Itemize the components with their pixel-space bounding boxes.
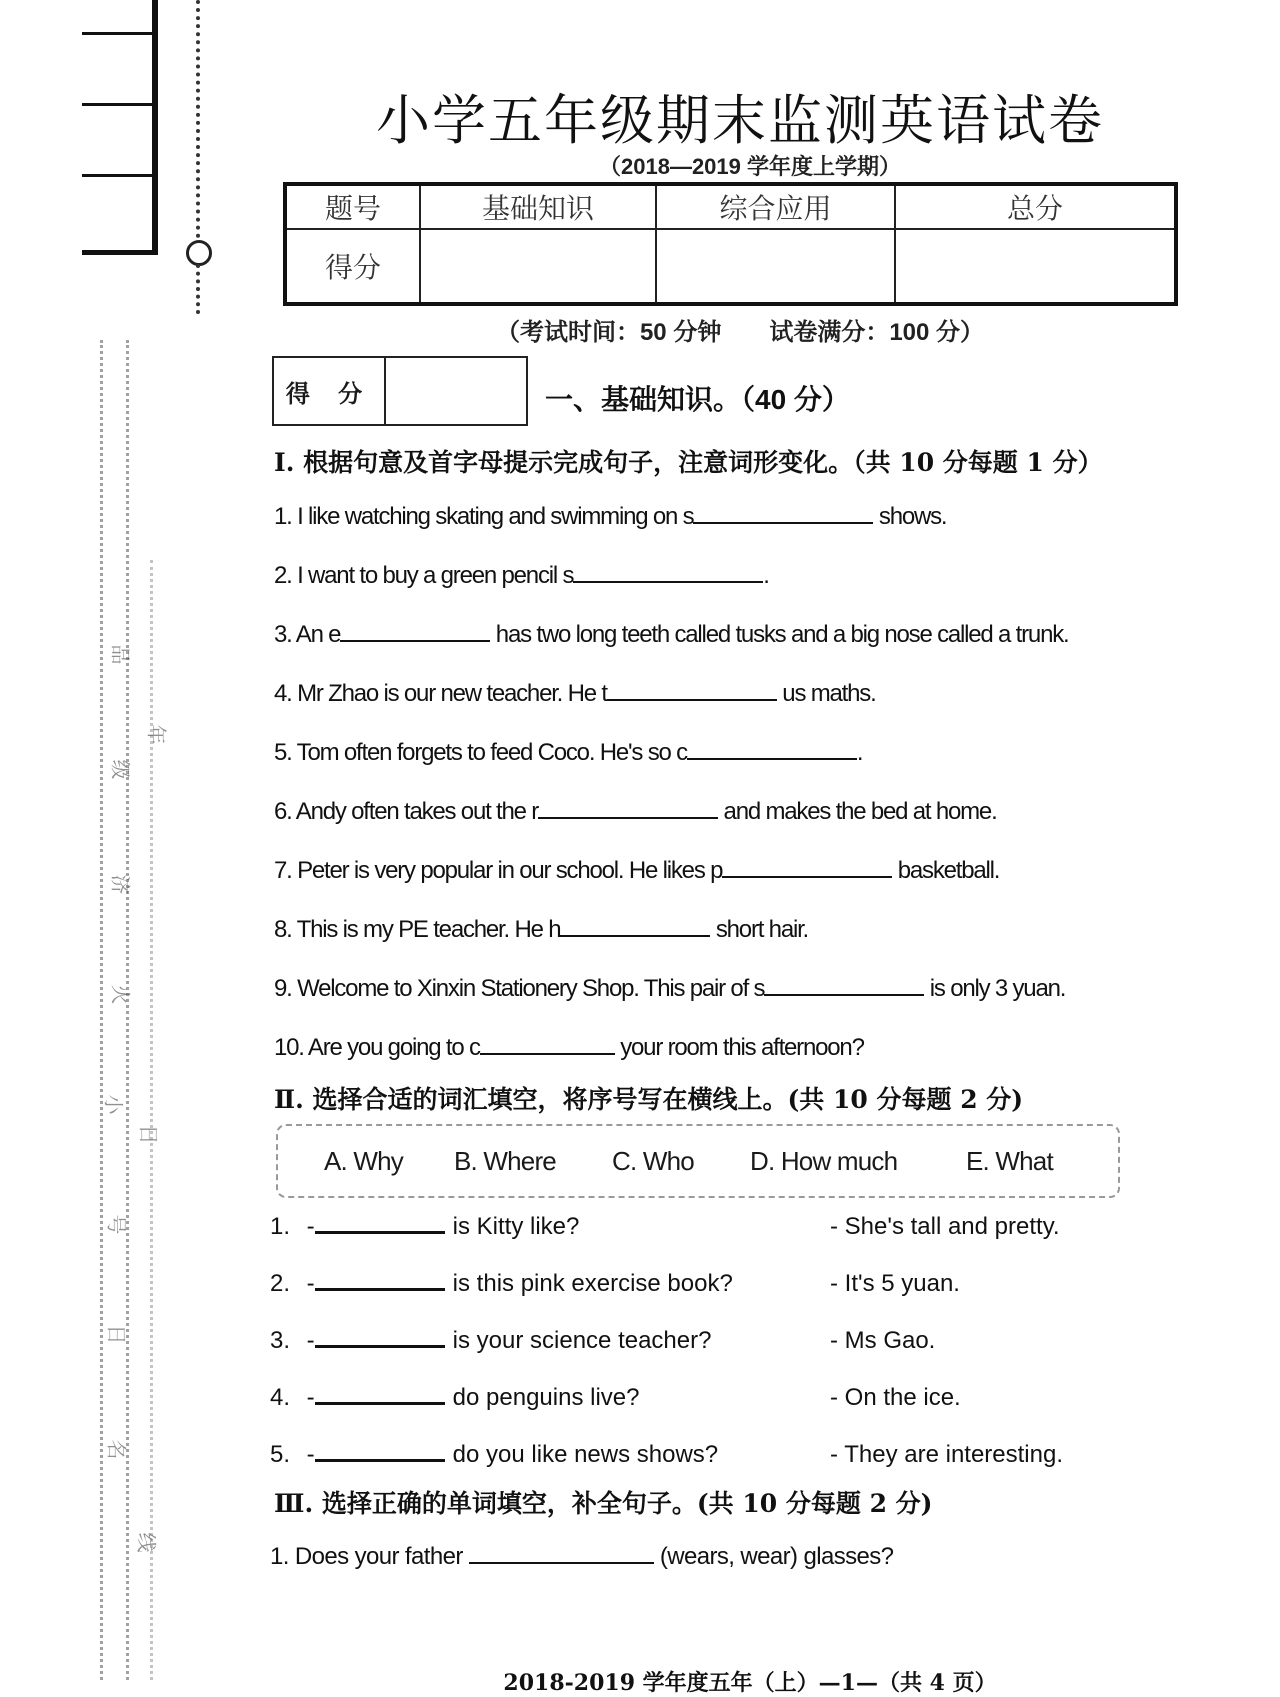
answer-blank[interactable] xyxy=(340,620,490,642)
question-text: 7. Peter is very popular in our school. He likes p xyxy=(274,857,723,884)
fill-question xyxy=(274,620,1069,649)
question-text: 1. Does your father xyxy=(270,1543,469,1570)
question-text: 9. Welcome to Xinxin Stationery Shop. This pair of s xyxy=(274,975,765,1002)
binding-margin-glyph: 名 xyxy=(104,1439,129,1460)
question-text: has two long teeth called tusks and a big nose called a trunk. xyxy=(490,621,1069,648)
section-score-value[interactable] xyxy=(386,358,526,424)
question-text: 4. Mr Zhao is our new teacher. He t xyxy=(274,680,607,707)
question-text: us maths. xyxy=(776,680,876,707)
answer-blank[interactable] xyxy=(315,1345,445,1348)
score-table xyxy=(283,182,1178,306)
score-table-header: 基础知识 xyxy=(420,184,656,229)
question-text: shows. xyxy=(873,503,947,530)
question-text: 8. This is my PE teacher. He h xyxy=(274,916,561,943)
answer-blank[interactable] xyxy=(764,974,924,996)
word-option: B. Where xyxy=(454,1146,556,1176)
answer-blank[interactable] xyxy=(469,1542,654,1564)
dialogue-question: 2. - is this pink exercise book? - It's 5 yuan. xyxy=(270,1270,960,1297)
section-title: 一、基础知识。（40 分） xyxy=(545,384,850,415)
binding-margin-glyph: 线 xyxy=(134,1532,159,1553)
word-bank xyxy=(276,1124,1120,1198)
binding-hole-icon xyxy=(186,240,212,266)
binding-line xyxy=(82,32,152,35)
fill-question xyxy=(274,797,997,826)
part2-heading: Ⅱ. 选择合适的词汇填空，将序号写在横线上。(共 10 分每题 2 分) xyxy=(274,1085,1024,1114)
binding-margin-glyph: 日 xyxy=(136,1124,161,1145)
question-text: 1. I like watching skating and swimming on s xyxy=(274,503,694,530)
binding-margin-glyph: 年 xyxy=(144,724,169,745)
score-cell-basic[interactable] xyxy=(420,229,656,304)
question-number: 3. xyxy=(270,1327,291,1354)
answer-blank[interactable] xyxy=(687,738,857,760)
question-number: 4. xyxy=(270,1384,291,1411)
score-row-label: 得分 xyxy=(285,229,420,304)
question-text: basketball. xyxy=(892,857,1000,884)
dialogue-reply: - On the ice. xyxy=(830,1384,961,1411)
question-text: (wears, wear) glasses? xyxy=(653,1543,894,1570)
answer-blank[interactable] xyxy=(573,561,763,583)
question-text: is your science teacher? xyxy=(452,1327,712,1354)
question-text: your room this afternoon? xyxy=(614,1034,864,1061)
perforation-line xyxy=(196,264,200,314)
fill-question xyxy=(274,738,862,767)
fill-question xyxy=(274,915,808,944)
question-text: 5. Tom often forgets to feed Coco. He's so c xyxy=(274,739,687,766)
fill-question xyxy=(274,856,999,885)
dialogue-question: 5. - do you like news shows? - They are interesting. xyxy=(270,1441,1064,1468)
exam-title: 小学五年级期末监测英语试卷 xyxy=(376,89,1104,152)
answer-blank[interactable] xyxy=(560,915,710,937)
margin-noise xyxy=(100,340,103,1680)
score-table-header: 综合应用 xyxy=(656,184,895,229)
question-text: 3. An e xyxy=(274,621,341,648)
question-text: is only 3 yuan. xyxy=(924,975,1066,1002)
question-text: and makes the bed at home. xyxy=(718,798,997,825)
dialogue-question: 4. - do penguins live? - On the ice. xyxy=(270,1384,961,1411)
exam-subtitle: （2018—2019 学年度上学期） xyxy=(599,154,901,179)
word-option: E. What xyxy=(966,1146,1053,1176)
binding-margin-glyph: 号 xyxy=(104,1214,129,1235)
question-text: 10. Are you going to c xyxy=(274,1034,480,1061)
dialogue-reply: - They are interesting. xyxy=(830,1441,1064,1468)
fill-question xyxy=(274,679,876,708)
question-number: 2. xyxy=(270,1270,291,1297)
answer-blank[interactable] xyxy=(722,856,892,878)
answer-blank[interactable] xyxy=(315,1459,445,1462)
dialogue-reply: - Ms Gao. xyxy=(830,1327,936,1354)
dialogue-reply: - She's tall and pretty. xyxy=(830,1213,1060,1240)
score-table-header: 题号 xyxy=(285,184,420,229)
dialogue-reply: - It's 5 yuan. xyxy=(830,1270,960,1297)
question-text: . xyxy=(856,739,863,766)
section-score-box xyxy=(272,356,528,426)
exam-info: （考试时间：50 分钟 试卷满分：100 分） xyxy=(495,319,985,346)
question-number: 5. xyxy=(270,1441,291,1468)
answer-blank[interactable] xyxy=(315,1231,445,1234)
binding-line xyxy=(82,174,152,177)
answer-blank[interactable] xyxy=(607,679,777,701)
page-footer: 2018-2019 学年度五年（上）—1—（共 4 页） xyxy=(503,1670,997,1696)
answer-blank[interactable] xyxy=(480,1033,615,1055)
fill-question xyxy=(274,502,946,531)
binding-margin-glyph: 济 xyxy=(108,874,133,895)
score-cell-application[interactable] xyxy=(656,229,895,304)
binding-margin-glyph: 品 xyxy=(108,644,133,665)
question-text: 2. I want to buy a green pencil s xyxy=(274,562,574,589)
fill-question xyxy=(274,561,769,590)
dialogue-question: 1. - is Kitty like? - She's tall and pretty. xyxy=(270,1213,1060,1240)
question-text: short hair. xyxy=(710,916,809,943)
score-cell-total[interactable] xyxy=(895,229,1176,304)
answer-blank[interactable] xyxy=(693,502,873,524)
question-text: . xyxy=(763,562,769,589)
answer-blank[interactable] xyxy=(538,797,718,819)
binding-margin-glyph: 火 xyxy=(108,984,133,1005)
question-text: do you like news shows? xyxy=(452,1441,719,1468)
binding-margin-glyph: 日 xyxy=(104,1324,129,1345)
question-number: 1. xyxy=(270,1213,291,1240)
margin-noise xyxy=(126,340,129,1680)
dialogue-question: 3. - is your science teacher? - Ms Gao. xyxy=(270,1327,936,1354)
word-option: C. Who xyxy=(612,1146,694,1176)
score-table-header: 总分 xyxy=(895,184,1176,229)
question-text: 6. Andy often takes out the r xyxy=(274,798,539,825)
question-text: is this pink exercise book? xyxy=(452,1270,733,1297)
binding-margin-glyph: 级 xyxy=(108,759,133,780)
fill-question xyxy=(274,974,1065,1003)
fill-question xyxy=(270,1542,893,1571)
word-option: D. How much xyxy=(750,1146,898,1176)
word-option: A. Why xyxy=(324,1146,403,1176)
fill-question xyxy=(274,1033,864,1062)
question-text: do penguins live? xyxy=(452,1384,640,1411)
binding-margin-glyph: 小 xyxy=(101,1094,126,1115)
part3-heading: Ⅲ. 选择正确的单词填空，补全句子。(共 10 分每题 2 分) xyxy=(274,1489,933,1518)
answer-blank[interactable] xyxy=(315,1402,445,1405)
part1-heading: Ⅰ. 根据句意及首字母提示完成句子，注意词形变化。（共 10 分每题 1 分） xyxy=(274,448,1103,477)
answer-blank[interactable] xyxy=(315,1288,445,1291)
question-text: is Kitty like? xyxy=(452,1213,580,1240)
section-score-label: 得 分 xyxy=(274,358,386,424)
